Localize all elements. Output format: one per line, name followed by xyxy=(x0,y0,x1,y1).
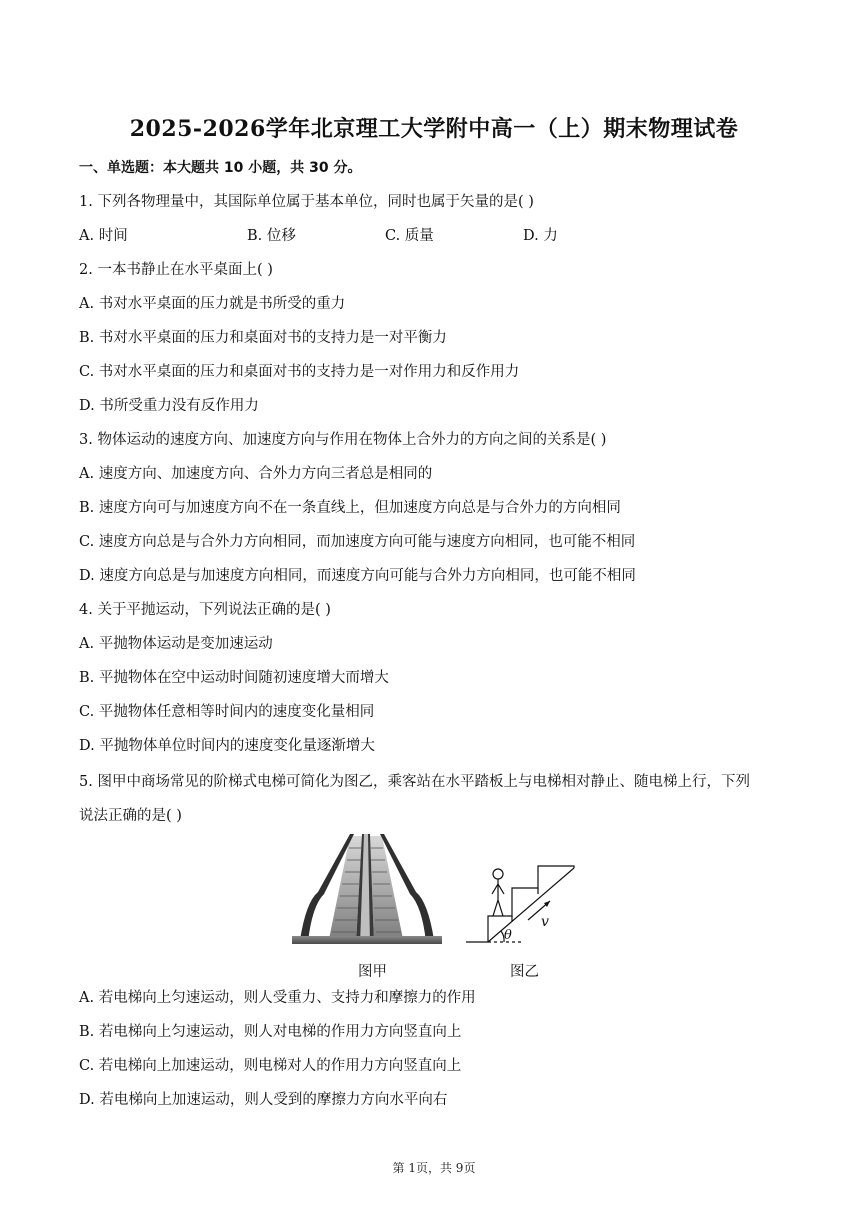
option-b: B. 位移 xyxy=(247,228,296,244)
option-c: C. 速度方向总是与合外力方向相同，而加速度方向可能与速度方向相同，也可能不相同 xyxy=(79,534,636,550)
figure-caption-right: 图乙 xyxy=(510,964,539,980)
option-c: C. 平抛物体任意相等时间内的速度变化量相同 xyxy=(79,704,375,720)
option-a: A. 若电梯向上匀速运动，则人受重力、支持力和摩擦力的作用 xyxy=(79,990,476,1006)
question-2-stem: 2. 一本书静止在水平桌面上( ) xyxy=(79,262,273,278)
option-b: B. 若电梯向上匀速运动，则人对电梯的作用力方向竖直向上 xyxy=(79,1024,462,1040)
option-b: B. 平抛物体在空中运动时间随初速度增大而增大 xyxy=(79,670,389,686)
option-d: D. 书所受重力没有反作用力 xyxy=(79,398,259,414)
angle-label: θ xyxy=(504,928,512,943)
option-b: B. 速度方向可与加速度方向不在一条直线上，但加速度方向总是与合外力的方向相同 xyxy=(79,500,621,516)
escalator-photo xyxy=(292,832,442,944)
option-c: C. 书对水平桌面的压力和桌面对书的支持力是一对作用力和反作用力 xyxy=(79,364,520,380)
option-c: C. 若电梯向上加速运动，则电梯对人的作用力方向竖直向上 xyxy=(79,1058,462,1074)
option-a: A. 时间 xyxy=(79,228,128,244)
option-d: D. 若电梯向上加速运动，则人受到的摩擦力方向水平向右 xyxy=(79,1092,448,1108)
question-1-stem: 1. 下列各物理量中，其国际单位属于基本单位，同时也属于矢量的是( ) xyxy=(79,194,534,210)
option-d: D. 速度方向总是与加速度方向相同，而速度方向可能与合外力方向相同，也可能不相同 xyxy=(79,568,636,584)
question-5-stem: 5. 图甲中商场常见的阶梯式电梯可简化为图乙，乘客站在水平踏板上与电梯相对静止、随电梯上行，下列 xyxy=(79,774,750,790)
option-a: A. 平抛物体运动是变加速运动 xyxy=(79,636,273,652)
exam-title: 2025-2026学年北京理工大学附中高一（上）期末物理试卷 xyxy=(129,116,739,142)
question-3-stem: 3. 物体运动的速度方向、加速度方向与作用在物体上合外力的方向之间的关系是( ) xyxy=(79,432,607,448)
page-footer: 第 1页，共 9页 xyxy=(392,1161,476,1175)
question-5-stem-continued: 说法正确的是( ) xyxy=(79,808,182,824)
figure-caption-left: 图甲 xyxy=(358,964,387,980)
option-a: A. 书对水平桌面的压力就是书所受的重力 xyxy=(79,296,346,312)
option-d: D. 平抛物体单位时间内的速度变化量逐渐增大 xyxy=(79,738,375,754)
option-c: C. 质量 xyxy=(385,228,434,244)
question-4-stem: 4. 关于平抛运动，下列说法正确的是( ) xyxy=(79,602,331,618)
escalator-figure xyxy=(290,832,590,982)
option-a: A. 速度方向、加速度方向、合外力方向三者总是相同的 xyxy=(79,466,433,482)
option-d: D. 力 xyxy=(523,228,558,244)
escalator-schematic xyxy=(462,832,580,944)
section-heading: 一、单选题：本大题共 10 小题，共 30 分。 xyxy=(79,160,362,176)
velocity-label: v xyxy=(541,914,549,930)
option-b: B. 书对水平桌面的压力和桌面对书的支持力是一对平衡力 xyxy=(79,330,447,346)
